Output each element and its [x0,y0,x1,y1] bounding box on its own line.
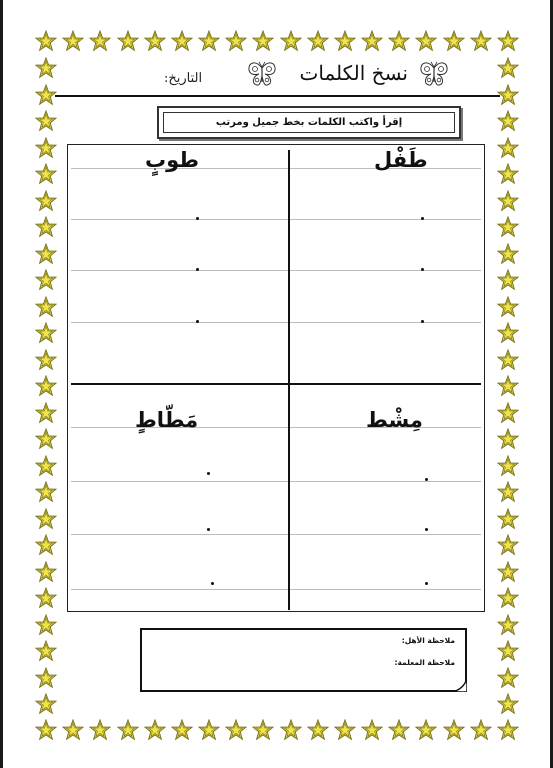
star-icon [171,719,193,741]
word-bottom-right: مِشْط [366,408,423,432]
page-title: نسخ الكلمات [299,61,408,85]
guide-line [71,589,481,590]
word-top-left: طوبٍ [145,148,200,172]
star-icon [35,322,57,344]
start-dot [425,478,428,481]
star-icon [35,296,57,318]
star-icon [35,428,57,450]
star-icon [35,269,57,291]
star-icon [35,375,57,397]
star-icon [225,30,247,52]
star-icon [497,216,519,238]
star-icon [415,719,437,741]
guide-line [71,534,481,535]
star-icon [497,375,519,397]
start-dot [421,320,424,323]
star-icon [35,163,57,185]
grid-horizontal-divider [71,383,481,385]
star-icon [35,719,57,741]
star-icon [497,84,519,106]
star-icon [388,30,410,52]
star-icon [470,719,492,741]
star-icon [497,110,519,132]
star-icon [225,719,247,741]
star-icon [497,587,519,609]
star-icon [388,719,410,741]
star-icon [35,137,57,159]
star-icon [35,57,57,79]
star-icon [497,30,519,52]
star-icon [497,243,519,265]
star-icon [280,30,302,52]
star-icon [35,640,57,662]
star-icon [497,455,519,477]
start-dot [207,528,210,531]
star-icon [497,322,519,344]
star-icon [35,243,57,265]
teacher-note-label: ملاحظة المعلمة: [394,658,455,667]
guide-line [71,322,481,323]
star-icon [35,349,57,371]
word-top-right: طَفْل [374,148,428,172]
star-icon [117,30,139,52]
star-icon [497,534,519,556]
star-icon [443,719,465,741]
star-icon [252,30,274,52]
star-icon [35,481,57,503]
star-icon [35,110,57,132]
star-icon [497,693,519,715]
star-icon [361,30,383,52]
writing-grid [67,144,485,612]
star-icon [497,137,519,159]
star-icon [35,455,57,477]
start-dot [425,582,428,585]
star-icon [35,534,57,556]
star-icon [35,587,57,609]
star-icon [497,57,519,79]
guide-line [71,481,481,482]
star-icon [35,30,57,52]
guide-line [71,270,481,271]
star-icon [497,402,519,424]
start-dot [196,320,199,323]
star-icon [198,30,220,52]
star-icon [307,719,329,741]
star-icon [443,30,465,52]
guide-line [71,219,481,220]
start-dot [207,472,210,475]
star-icon [35,190,57,212]
star-icon [415,30,437,52]
star-icon [361,719,383,741]
page-edge-left [0,0,3,768]
page-curl-icon [451,676,467,692]
parents-note-label: ملاحظة الأهل: [401,636,455,645]
star-icon [497,719,519,741]
star-icon [35,508,57,530]
star-icon [334,719,356,741]
star-icon [470,30,492,52]
star-icon [35,667,57,689]
star-icon [497,296,519,318]
star-icon [497,190,519,212]
star-icon [280,719,302,741]
star-icon [62,719,84,741]
start-dot [196,217,199,220]
star-icon [117,719,139,741]
star-icon [497,614,519,636]
star-icon [35,402,57,424]
star-icon [171,30,193,52]
star-icon [35,561,57,583]
instruction-box [157,106,461,139]
grid-vertical-divider [288,150,290,610]
star-icon [307,30,329,52]
star-icon [144,719,166,741]
star-icon [497,269,519,291]
star-icon [35,84,57,106]
butterfly-icon [418,60,450,88]
start-dot [421,217,424,220]
star-icon [497,640,519,662]
date-label: التاريخ: [164,71,203,86]
notes-box [140,628,467,692]
star-icon [89,719,111,741]
title-row [60,58,500,92]
star-icon [497,481,519,503]
star-icon [35,693,57,715]
star-icon [497,561,519,583]
star-icon [497,667,519,689]
word-bottom-left: مَطّاطٍ [135,408,199,432]
star-icon [89,30,111,52]
header-divider [55,95,500,97]
star-icon [198,719,220,741]
star-icon [497,508,519,530]
star-icon [62,30,84,52]
start-dot [196,268,199,271]
start-dot [211,582,214,585]
star-icon [497,349,519,371]
instruction-text: إقرأ واكتب الكلمات بخط جميل ومرتب [163,112,455,133]
star-icon [144,30,166,52]
star-icon [334,30,356,52]
start-dot [425,528,428,531]
butterfly-icon [246,60,278,88]
star-icon [35,614,57,636]
star-icon [497,163,519,185]
star-icon [35,216,57,238]
start-dot [421,268,424,271]
star-icon [252,719,274,741]
star-icon [497,428,519,450]
